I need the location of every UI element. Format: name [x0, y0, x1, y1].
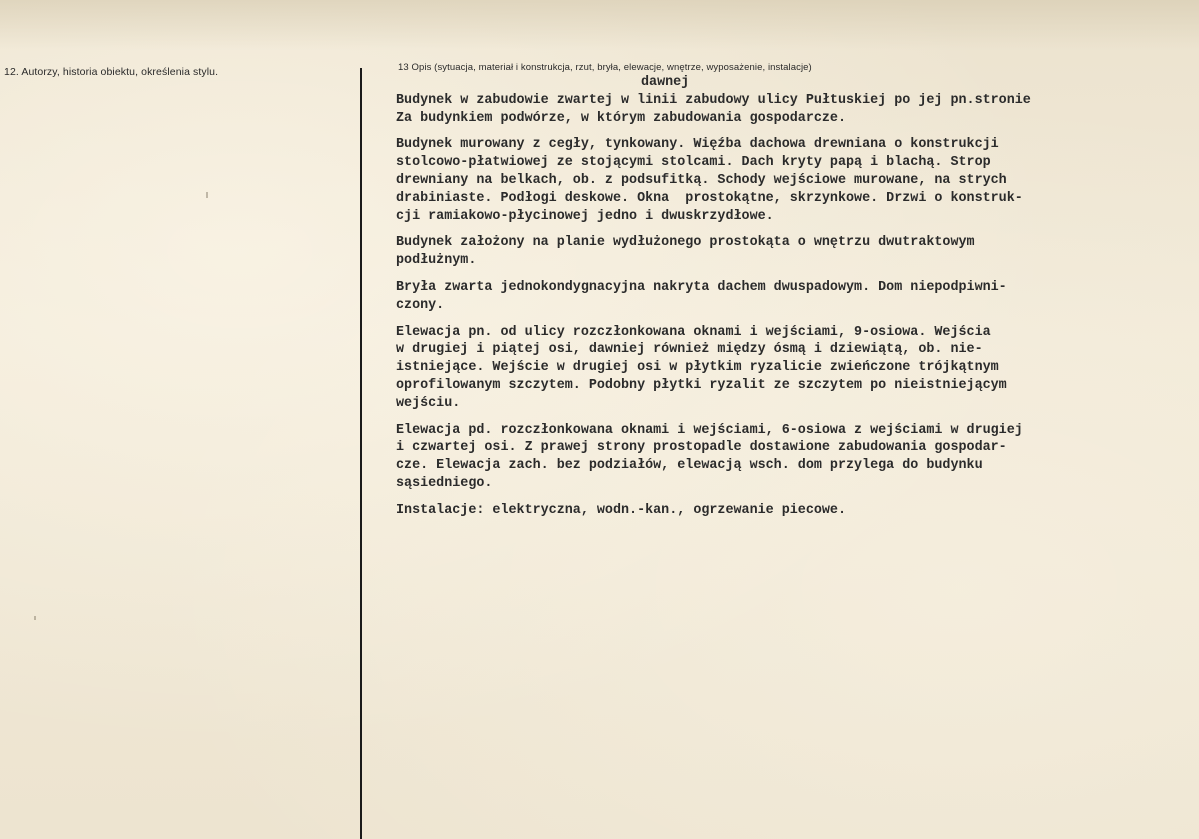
paragraph-massing: Bryła zwarta jednokondygnacyjna nakryta dachem dwuspadowym. Dom niepodpiwni- czony.	[396, 279, 1007, 313]
typed-description	[396, 74, 1196, 529]
section-13-label: 13 Opis (sytuacja, materiał i konstrukcja, rzut, bryła, elewacje, wnętrze, wyposażenie, instalacje)	[398, 62, 812, 73]
paper-speck	[34, 616, 36, 620]
paragraph-construction: Budynek murowany z cegły, tynkowany. Więźba dachowa drewniana o konstrukcji stolcowo-płatwiowej ze stojącymi stolcami. Dach kryty papą i blachą. Strop drewniany na belkach, ob. z podsufitką. Schody wejściowe murowane, na strych drabiniaste. Podłogi deskowe. Okna prostokątne, skrzynkowe. Drzwi o konstruk- cji ramiakowo-płycinowej jedno i dwuskrzydłowe.	[396, 137, 1023, 224]
paragraph-north-elevation: Elewacja pn. od ulicy rozczłonkowana oknami i wejściami, 9-osiowa. Wejścia w drugiej i piątej osi, dawniej również między ósmą i dziewiątą, ob. nie- istniejące. Wejście w drugiej osi w płytkim ryzalicie zwieńczone trójkątnym oprofilowanym szczytem. Podobny płytki ryzalit ze szczytem po nieistniejącym wejściu.	[396, 324, 1007, 411]
paragraph-location: Budynek w zabudowie zwartej w linii zabudowy ulicy Pułtuskiej po jej pn.stronie Za budynkiem podwórze, w którym zabudowania gospodarcze.	[396, 92, 1031, 126]
column-divider	[360, 68, 362, 839]
paragraph-plan: Budynek założony na planie wydłużonego prostokąta o wnętrzu dwutraktowym podłużnym.	[396, 235, 975, 269]
section-12-label: 12. Autorzy, historia obiektu, określenia stylu.	[4, 66, 219, 78]
page-top-edge	[0, 0, 1199, 50]
paragraph-installations: Instalacje: elektryczna, wodn.-kan., ogrzewanie piecowe.	[396, 502, 846, 518]
description-heading: dawnej	[641, 75, 690, 90]
paragraph-south-elevation: Elewacja pd. rozczłonkowana oknami i wejściami, 6-osiowa z wejściami w drugiej i czwartej osi. Z prawej strony prostopadle dostawione zabudowania gospodar- cze. Elewacja zach. bez podziałów, elewacją wsch. dom przylega do budynku sąsiedniego.	[396, 422, 1023, 491]
paper-speck	[206, 192, 208, 198]
